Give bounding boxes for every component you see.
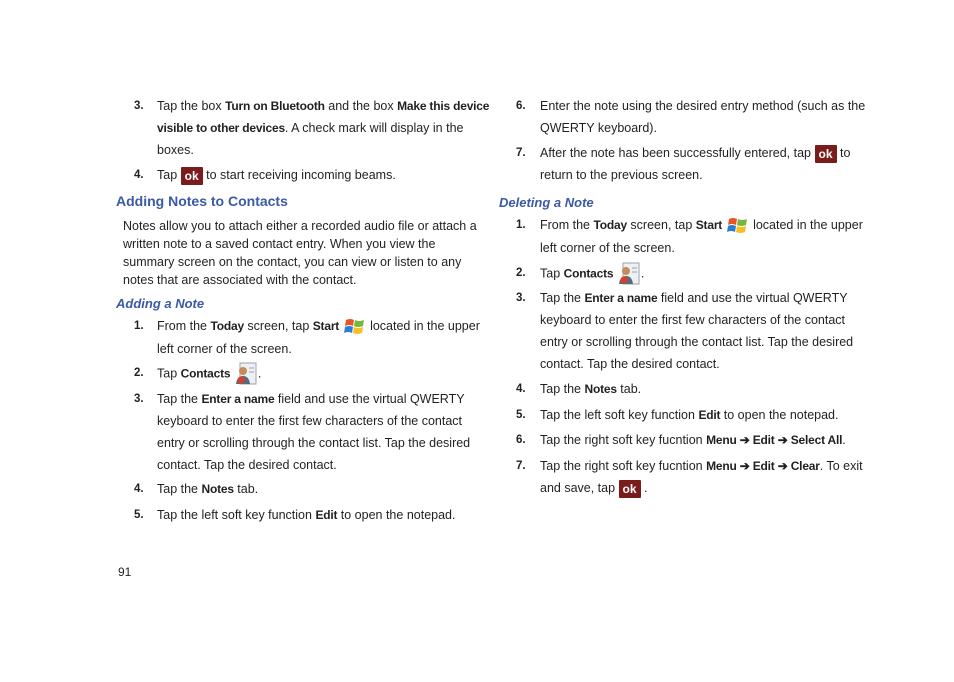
step-text: screen, tap <box>243 319 313 333</box>
bold-term: Edit <box>315 508 338 522</box>
step-text: Tap the left soft key function <box>157 508 316 522</box>
intro-paragraph <box>123 217 477 289</box>
step-text: contact. Tap the desired contact. <box>540 357 720 371</box>
step-text: Tap <box>157 168 178 182</box>
step-text: located in the upper <box>370 319 480 333</box>
step-text: keyboard to enter the first few characters of the contact <box>157 414 463 428</box>
paragraph-line: written note to a saved contact entry. When you view the <box>123 237 436 251</box>
step-text: to open the notepad. <box>337 508 456 522</box>
step-text: return to the previous screen. <box>540 168 703 182</box>
bold-term: Turn on Bluetooth <box>225 99 325 113</box>
step-text: Tap the right soft key fucntion <box>540 459 707 473</box>
step-text: . <box>640 266 645 281</box>
bold-term: Today <box>210 319 244 333</box>
step-text: located in the upper <box>753 218 863 232</box>
step-number: 4. <box>134 483 144 495</box>
step-text: Tap the box <box>157 99 226 113</box>
bold-term: Make this device <box>397 99 490 113</box>
step-number: 7. <box>516 460 526 472</box>
step-text: field and use the virtual QWERTY <box>274 392 465 406</box>
step-text: keyboard to enter the first few characters of the contact <box>540 313 846 327</box>
bold-term: Start <box>695 218 723 232</box>
step-text: Tap the right soft key fucntion <box>540 433 707 447</box>
step-text: and the box <box>324 99 398 113</box>
step-text: From the <box>540 218 594 232</box>
step-text: screen, tap <box>626 218 696 232</box>
subsection-heading: Adding a Note <box>116 296 205 311</box>
bold-term: Start <box>312 319 340 333</box>
step-number: 5. <box>516 409 526 421</box>
step-number: 3. <box>134 393 144 405</box>
step-number: 7. <box>516 147 526 159</box>
step-text: . A check mark will display in the <box>284 121 464 135</box>
bold-term: Notes <box>201 482 234 496</box>
step-text: contact. Tap the desired contact. <box>157 458 337 472</box>
paragraph-line: summary screen on the contact, you can view or listen to any <box>123 255 462 269</box>
step-text: left corner of the screen. <box>540 240 675 255</box>
step-number: 3. <box>516 292 526 304</box>
step-number: 4. <box>516 383 526 395</box>
ok-button-icon: ok <box>619 480 641 498</box>
bold-term: Edit <box>698 408 721 422</box>
step-text: to open the notepad. <box>720 408 839 422</box>
bold-term: Enter a name <box>584 291 658 305</box>
step-text: Tap the <box>157 392 202 406</box>
bold-term: Menu ➔ Edit ➔ Select All <box>706 433 843 447</box>
step-text: tab. <box>616 382 642 396</box>
step-text: boxes. <box>157 143 194 157</box>
step-number: 6. <box>516 434 526 446</box>
bold-term: Notes <box>584 382 617 396</box>
step-number: 4. <box>134 169 144 181</box>
paragraph-line: Notes allow you to attach either a recorded audio file or attach a <box>123 219 477 233</box>
step-text: After the note has been successfully entered, tap <box>540 146 812 160</box>
contacts-icon <box>617 262 641 286</box>
step-text: Tap the left soft key function <box>540 408 699 422</box>
bold-term: visible to other devices <box>157 121 285 135</box>
step-text: . <box>842 433 846 447</box>
step-text: field and use the virtual QWERTY <box>657 291 848 305</box>
step-number: 1. <box>516 219 526 231</box>
step-number: 2. <box>516 267 526 279</box>
step-number: 6. <box>516 100 526 112</box>
contacts-icon <box>234 362 258 386</box>
bold-term: Enter a name <box>201 392 275 406</box>
paragraph-line: notes that are associated with the contact. <box>123 273 357 287</box>
step-text: From the <box>157 319 211 333</box>
windows-start-icon <box>343 316 367 338</box>
section-heading: Adding Notes to Contacts <box>116 193 288 209</box>
ok-button-icon: ok <box>815 145 837 163</box>
step-text: to <box>839 146 851 160</box>
page-number: 91 <box>118 565 132 579</box>
step-text: left corner of the screen. <box>157 341 292 356</box>
step-text: entry or scrolling through the contact list. Tap the desired <box>540 335 854 349</box>
bold-term: Today <box>593 218 627 232</box>
step-number: 1. <box>134 320 144 332</box>
step-text: Tap the <box>540 382 585 396</box>
step-text: to start receiving incoming beams. <box>206 168 396 182</box>
ok-button-icon: ok <box>181 167 203 185</box>
bold-term: Menu ➔ Edit ➔ Clear <box>706 459 820 473</box>
step-text: Tap <box>157 366 181 381</box>
step-text: QWERTY keyboard). <box>540 121 657 135</box>
step-text: Tap the <box>540 291 585 305</box>
step-text: Tap the <box>157 482 202 496</box>
step-text: Tap <box>540 266 564 281</box>
bold-term: Contacts <box>563 266 614 281</box>
windows-start-icon <box>726 215 750 237</box>
step-number: 2. <box>134 367 144 379</box>
step-text: and save, tap <box>540 481 616 495</box>
step-text: entry or scrolling through the contact list. Tap the desired <box>157 436 471 450</box>
step-text: . <box>644 481 648 495</box>
step-text: . <box>257 366 262 381</box>
bold-term: Contacts <box>180 366 231 381</box>
step-text: . To exit <box>819 459 863 473</box>
step-number: 5. <box>134 509 144 521</box>
step-text: Enter the note using the desired entry method (such as the <box>540 99 866 113</box>
subsection-heading: Deleting a Note <box>499 195 594 210</box>
step-number: 3. <box>134 100 144 112</box>
step-text: tab. <box>233 482 259 496</box>
